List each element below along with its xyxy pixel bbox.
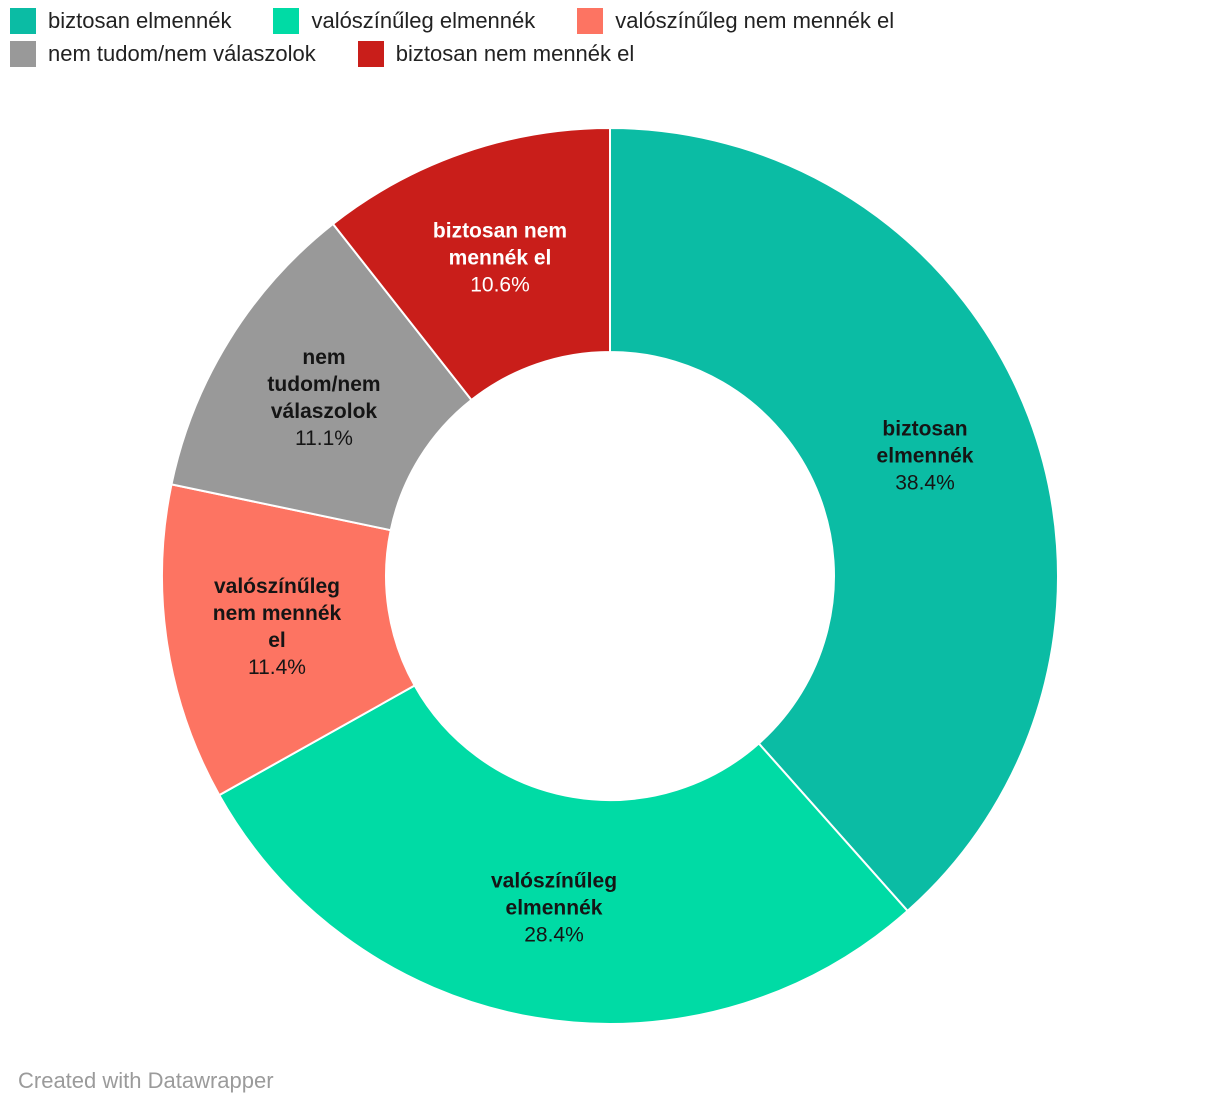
credit-line: Created with Datawrapper xyxy=(18,1068,274,1093)
slice-label-name: mennék el xyxy=(448,246,552,270)
slice-label-value: 28.4% xyxy=(524,923,584,947)
legend-label: biztosan nem mennék el xyxy=(395,41,635,66)
slice-label-value: 11.1% xyxy=(294,427,353,450)
slice-label-name: elmennék xyxy=(505,896,603,920)
legend-label: biztosan elmennék xyxy=(48,8,232,33)
slice-label-name: biztosan nem xyxy=(432,219,568,243)
legend-label: valószínűleg nem mennék el xyxy=(615,8,895,33)
slice-label-value: 10.6% xyxy=(470,273,530,297)
legend-label: nem tudom/nem válaszolok xyxy=(48,41,316,66)
slice-label-name: elmennék xyxy=(876,444,974,468)
slice-label-name: biztosan xyxy=(882,417,968,441)
legend-label: valószínűleg elmennék xyxy=(311,8,536,33)
slice-label-name: valószínűleg xyxy=(213,575,341,598)
slice-label-name: nem xyxy=(302,346,346,369)
slice-label-name: valószínűleg xyxy=(490,869,618,893)
slice-label-name: el xyxy=(268,629,286,652)
slice-label-name: válaszolok xyxy=(270,400,378,423)
slice-label-value: 11.4% xyxy=(247,656,306,679)
slice-label-name: nem mennék xyxy=(212,602,342,625)
slice-label-value: 38.4% xyxy=(895,471,955,495)
slice-label-name: tudom/nem xyxy=(267,373,381,396)
